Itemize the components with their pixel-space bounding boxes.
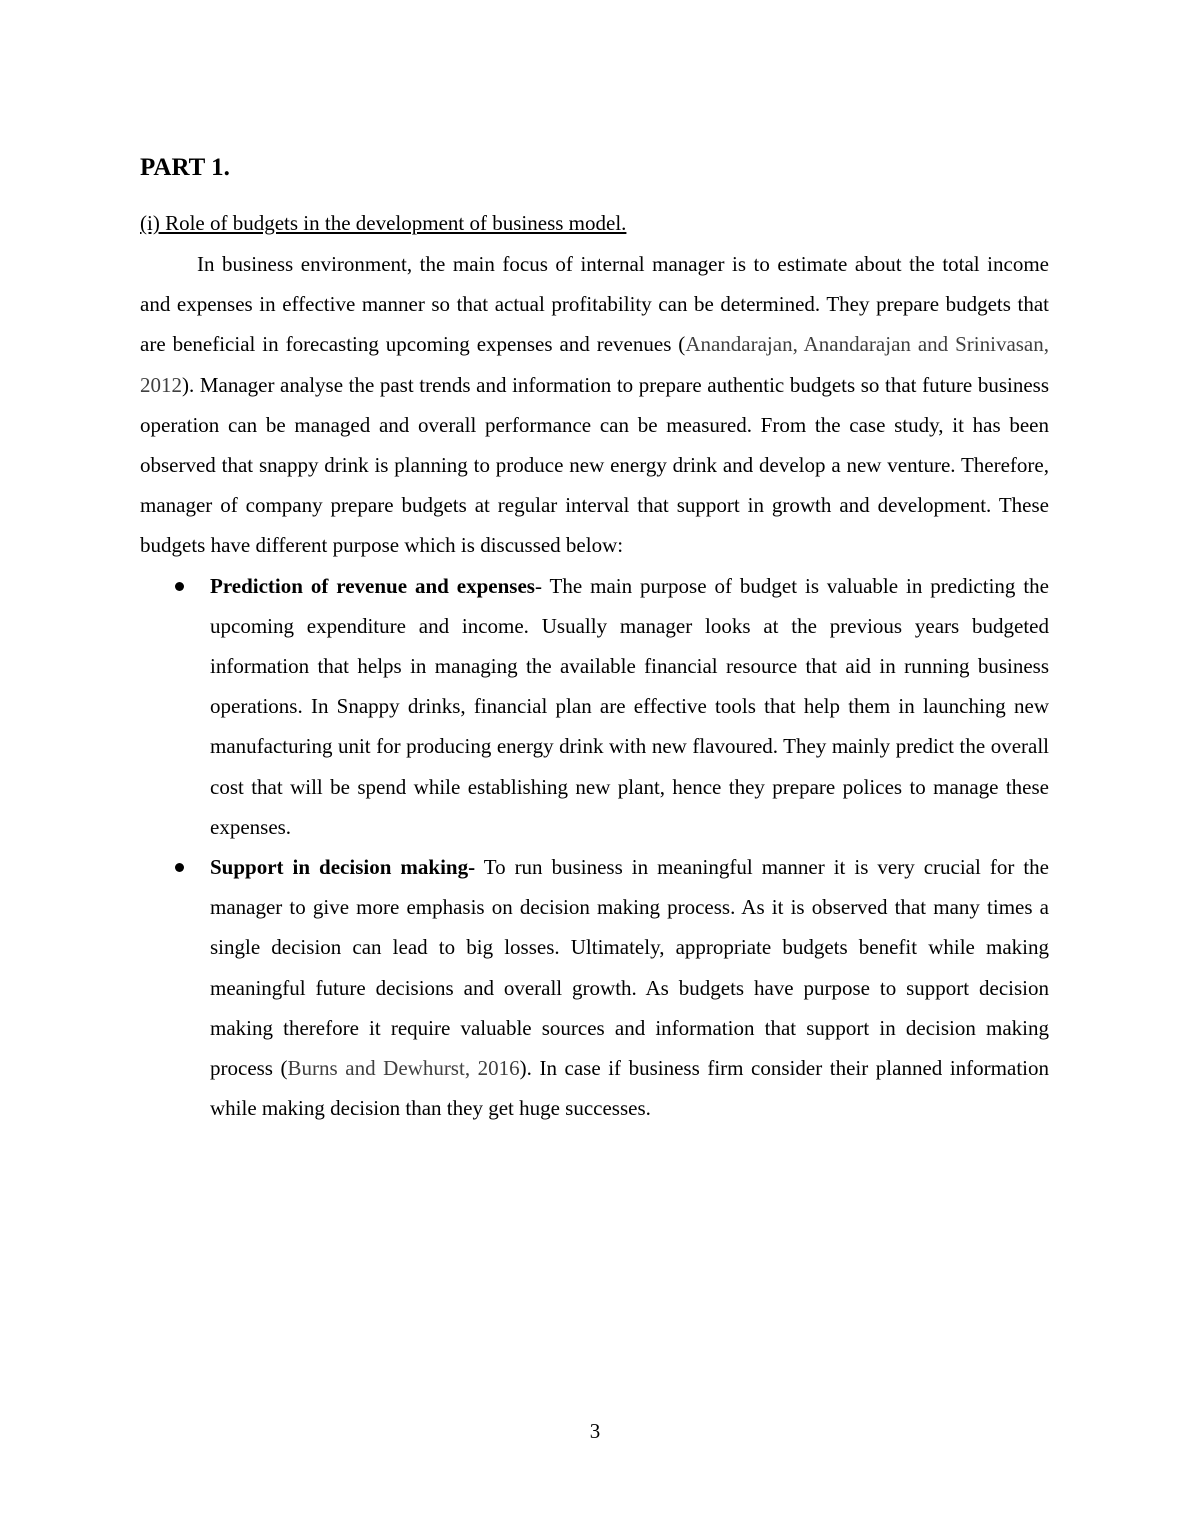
list-item [140, 847, 1049, 1128]
page-heading: PART 1. [140, 154, 230, 181]
bullet-separator: - [534, 573, 542, 598]
bullet-citation: Burns and Dewhurst, 2016 [287, 1056, 520, 1081]
list-item [140, 566, 1049, 847]
bullet-list [140, 566, 1049, 1129]
bullet-text: The main purpose of budget is valuable in predicting the upcoming expenditure and income. Usually manager looks at the previous years budgeted information that helps in managing the available financial resource that aid in running business operations. In Snappy drinks, financial plan are effective tools that help them in launching new manufacturing unit for producing energy drink with new flavoured. They mainly predict the overall cost that will be spend while establishing new plant, hence they prepare polices to manage these expenses. [210, 573, 1049, 839]
intro-paragraph [140, 244, 1049, 566]
intro-citation: Anandarajan, Anandarajan and Srinivasan, 2012 [140, 332, 1050, 397]
intro-text-part-1: In business environment, the main focus of internal manager is to estimate about the total income and expenses in effective manner so that actual profitability can be determined. They prepare budgets that are beneficial in forecasting upcoming expenses and revenues ( [140, 252, 1049, 357]
bullet-title: Prediction of revenue and expenses [210, 573, 535, 598]
body-text [140, 244, 1049, 1128]
bullet-text-end: ). In case if business firm consider their planned information while making decision than they get huge successes. [210, 1056, 1049, 1121]
page-number: 3 [589, 1419, 601, 1443]
intro-text-part-2: ). Manager analyse the past trends and information to prepare authentic budgets so that future business operation can be managed and overall performance can be measured. From the case study, it has been observed that snappy drink is planning to produce new energy drink and develop a new venture. Therefore, manager of company prepare budgets at regular interval that support in growth and development. These budgets have different purpose which is discussed below: [140, 372, 1049, 558]
bullet-title: Support in decision making- [210, 855, 476, 880]
bullet-icon [175, 582, 184, 591]
section-subheading: (i) Role of budgets in the development of business model. [140, 211, 627, 235]
bullet-icon [175, 863, 184, 872]
bullet-text: To run business in meaningful manner it is very crucial for the manager to give more emphasis on decision making process. As it is observed that many times a single decision can lead to big losses. Ultimately, appropriate budgets benefit while making meaningful future decisions and overall growth. As budgets have purpose to support decision making therefore it require valuable sources and information that support in decision making process ( [210, 855, 1049, 1081]
